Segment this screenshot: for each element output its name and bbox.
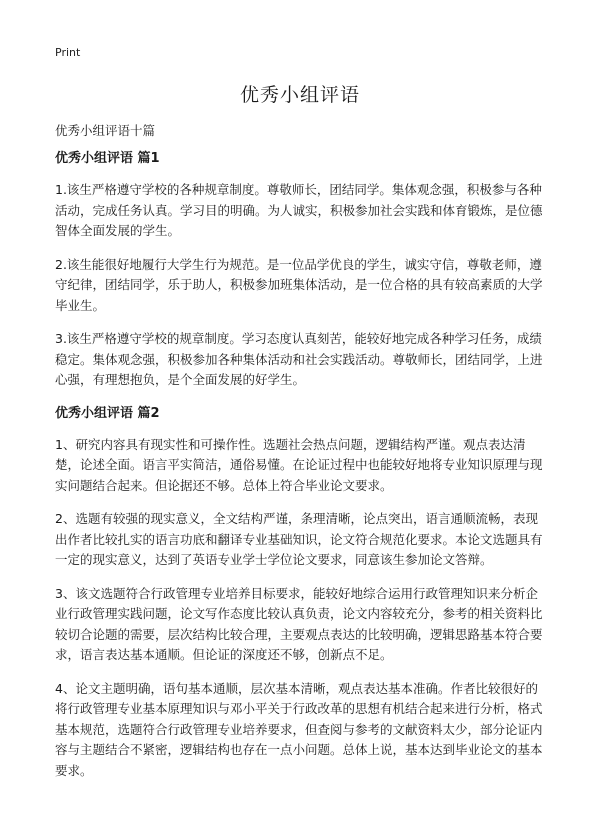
paragraph: 1.该生严格遵守学校的各种规章制度。尊敬师长，团结同学。集体观念强，积极参与各种活动，完成任务认真。学习目的明确。为人诚实，积极参加社会实践和体育锻炼，是位德智体全面发展的学生。	[55, 182, 543, 238]
paragraph: 2.该生能很好地履行大学生行为规范。是一位品学优良的学生，诚实守信，尊敬老师，遵守纪律，团结同学，乐于助人，积极参加班集体活动，是一位合格的具有较高素质的大学毕业生。	[55, 256, 543, 313]
document-subtitle: 优秀小组评语十篇	[55, 123, 156, 138]
paragraph: 1、研究内容具有现实性和可操作性。选题社会热点问题，逻辑结构严谨。观点表达清楚，论述全面。语言平实简洁，通俗易懂。在论证过程中也能较好地将专业知识原理与现实问题结合起来。但论据还不够。总体上符合毕业论文要求。	[55, 436, 543, 493]
section-2	[55, 404, 547, 782]
document-body	[55, 149, 547, 794]
paragraph: 2、选题有较强的现实意义，全文结构严谨，条理清晰，论点突出，语言通顺流畅，表现出作者比较扎实的语言功底和翻译专业基础知识，论文符合规范化要求。本论文选题具有一定的现实意义，达到了英语专业学士学位论文要求，同意该生参加论文答辩。	[55, 511, 543, 567]
paragraph: 3.该生严格遵守学校的规章制度。学习态度认真刻苦，能较好地完成各种学习任务，成绩稳定。集体观念强，积极参加各种集体活动和社会实践活动。尊敬师长，团结同学，上进心强，有理想抱负，是个全面发展的好学生。	[55, 331, 543, 387]
section-heading: 优秀小组评语 篇2	[55, 405, 160, 421]
paragraph: 3、该文选题符合行政管理专业培养目标要求，能较好地综合运用行政管理知识来分析企业行政管理实践问题，论文写作态度比较认真负责，论文内容较充分，参考的相关资料比较切合论题的需要，层次结构比较合理，主要观点表达的比较明确，逻辑思路基本符合要求，语言表达基本通顺。但论证的深度还不够，创新点不足。	[55, 585, 543, 662]
document-title: 优秀小组评语	[239, 84, 360, 106]
section-heading: 优秀小组评语 篇1	[55, 151, 160, 166]
paragraph: 4、论文主题明确，语句基本通顺，层次基本清晰，观点表达基本准确。作者比较很好的将行政管理专业基本原理知识与邓小平关于行政改革的思想有机结合起来进行分析，格式基本规范，选题符合行政管理专业培养要求，但查阅与参考的文献资料太少，部分论证内容与主题结合不紧密，逻辑结构也存在一点小问题。总体上说，基本达到毕业论文的基本要求。	[55, 680, 543, 778]
section-1	[55, 149, 547, 391]
print-link[interactable]: Print	[55, 46, 81, 59]
